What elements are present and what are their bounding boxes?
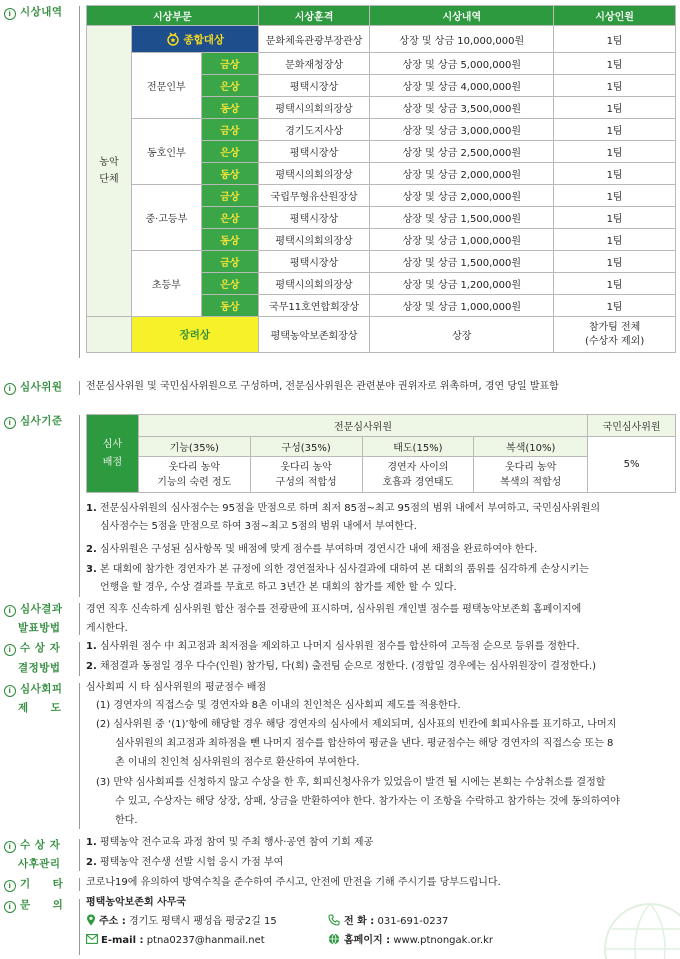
contact-org: 평택농악보존회 사무국: [86, 897, 187, 908]
recusal-intro: 심사회피 시 타 심사위원의 평균점수 배점: [86, 682, 267, 693]
criteria-desc: 경연자 사이의 호흡과 경연태도: [362, 457, 474, 493]
encourage-org: 평택농악보존회장상: [258, 317, 370, 353]
criteria-desc: 웃다리 농악 구성의 적합성: [250, 457, 362, 493]
org-cell: 평택시장상: [258, 251, 370, 273]
announce-text: 경연 직후 신속하게 심사위원 합산 점수를 전광판에 표시하며, 심사위원 개인별 점수를 평택농악보존회 홈페이지에: [86, 604, 582, 615]
recusal-item-cont: 촌 이내의 친인척 심사위원의 점수로 환산하여 부여한다.: [115, 757, 360, 768]
org-cell: 국무11호연합회장상: [258, 295, 370, 317]
rank-badge: 동상: [201, 295, 258, 317]
count-cell: 1팀: [554, 295, 676, 317]
org-cell: 평택시장상: [258, 207, 370, 229]
contact-email[interactable]: E-mail : ptna0237@hanmail.net: [86, 932, 265, 950]
count-cell: 1팀: [554, 229, 676, 251]
recusal-item-cont: 한다.: [115, 815, 138, 826]
org-cell: 평택시의회의장상: [258, 97, 370, 119]
org-cell: 평택시장상: [258, 75, 370, 97]
rank-badge: 은상: [201, 141, 258, 163]
judges-text: 전문심사위원 및 국민심사위원으로 구성하며, 전문심사위원은 관련분야 권위자로 위촉하며, 경연 당일 발표함: [86, 381, 559, 392]
medal-icon: [166, 32, 180, 46]
rank-badge: 은상: [201, 273, 258, 295]
recusal-item-cont: 심사위원의 최고점과 최하점을 뺀 나머지 점수를 합산하여 평균을 낸다. 평균점수는 해당 경연자의 직접스승 또는 8: [115, 738, 614, 749]
org-cell: 국립무형유산원장상: [258, 185, 370, 207]
org-cell: 평택시의회의장상: [258, 163, 370, 185]
criteria-head: 태도(15%): [362, 437, 474, 457]
criteria-note: 3. 본 대회에 참가한 경연자가 본 규정에 의한 경연절차나 심사결과에 대하여 본 대회의 품위를 심각하게 손상시키는: [86, 564, 589, 575]
group-label: 농악 단체: [87, 26, 132, 317]
recusal-item: (1) 경연자의 직접스승 및 경연자와 8촌 이내의 친인척은 심사회피 제도를 적용한다.: [96, 700, 461, 711]
rank-badge: 금상: [201, 53, 258, 75]
expert-header: 전문심사위원: [138, 415, 587, 437]
rank-badge: 동상: [201, 163, 258, 185]
mail-icon: [86, 934, 98, 944]
contact-address: 주소 : 경기도 평택시 팽성읍 평궁2길 15: [86, 913, 277, 931]
encourage-count: 참가팀 전체 (수상자 제외): [554, 317, 676, 353]
contact-website[interactable]: 홈페이지 : www.ptnongak.or.kr: [328, 932, 493, 950]
tie-rule: 2. 채점결과 동점일 경우 다수(인원) 참가팀, 다(회) 출전팀 순으로 정한다. (경합일 경우에는 심사위원장이 결정한다.): [86, 661, 597, 672]
divider: [79, 839, 80, 871]
grand-prize: 상장 및 상금 10,000,000원: [370, 26, 554, 53]
criteria-note-cont: 심사점수는 5점을 만점으로 하여 3점~최고 5점의 범위 내에서 부여한다.: [100, 521, 417, 532]
section-label-ties: i 수 상 자: [4, 640, 60, 656]
rank-badge: 금상: [201, 119, 258, 141]
divider: [79, 642, 80, 676]
prize-cell: 상장 및 상금 3,500,000원: [370, 97, 554, 119]
criteria-note: 2. 심사위원은 구성된 심사항목 및 배점에 맞게 점수를 부여하며 경연시간 내에 채점을 완료하여야 한다.: [86, 544, 538, 555]
public-header: 국민심사위원: [588, 415, 676, 437]
rank-badge: 금상: [201, 185, 258, 207]
criteria-desc: 웃다리 농악 복색의 적합성: [474, 457, 588, 493]
division-name: 초등부: [131, 251, 201, 317]
section-label-awards: i 시상내역: [4, 4, 63, 20]
prize-cell: 상장 및 상금 1,000,000원: [370, 295, 554, 317]
header-honor: 시상훈격: [258, 6, 370, 26]
divider: [79, 899, 80, 955]
prize-cell: 상장 및 상금 2,500,000원: [370, 141, 554, 163]
section-label-announce: i 심사결과: [4, 601, 63, 617]
criteria-head: 구성(35%): [250, 437, 362, 457]
criteria-head: 기능(35%): [138, 437, 250, 457]
encourage-prize: 상장: [370, 317, 554, 353]
prize-cell: 상장 및 상금 1,000,000원: [370, 229, 554, 251]
division-name: 전문인부: [131, 53, 201, 119]
header-category: 시상부문: [87, 6, 259, 26]
section-label-announce-2: 발표방법: [18, 622, 61, 634]
prize-cell: 상장 및 상금 1,500,000원: [370, 207, 554, 229]
criteria-note-cont: 언행을 할 경우, 수상 결과를 무효로 하고 3년간 본 대회의 참가를 제한 할 수 있다.: [100, 582, 457, 593]
prize-cell: 상장 및 상금 2,000,000원: [370, 185, 554, 207]
grand-org: 문화체육관광부장관상: [258, 26, 370, 53]
section-label-ties-2: 결정방법: [18, 662, 61, 674]
section-label-after-2: 사후관리: [18, 858, 61, 870]
section-label-etc: i 기 타: [4, 876, 63, 892]
org-cell: 평택시의회의장상: [258, 273, 370, 295]
criteria-desc: 웃다리 농악 기능의 숙련 정도: [138, 457, 250, 493]
count-cell: 1팀: [554, 75, 676, 97]
globe-icon: [328, 933, 340, 945]
recusal-item-cont: 수 있고, 수상자는 해당 상장, 상패, 상금을 반환하여야 한다. 참가자는 이 조항을 수락하고 참가하는 것에 동의하여야: [115, 796, 620, 807]
prize-cell: 상장 및 상금 2,000,000원: [370, 163, 554, 185]
encourage-label: 장려상: [131, 317, 258, 353]
award-table: [86, 5, 676, 353]
count-cell: 1팀: [554, 251, 676, 273]
rank-badge: 동상: [201, 97, 258, 119]
decorative-globe-graphic: [580, 879, 680, 959]
count-cell: 1팀: [554, 273, 676, 295]
prize-cell: 상장 및 상금 1,500,000원: [370, 251, 554, 273]
divider: [79, 6, 80, 358]
divider: [79, 683, 80, 829]
section-label-criteria: i 심사기준: [4, 413, 63, 429]
rank-badge: 금상: [201, 251, 258, 273]
divider: [79, 415, 80, 597]
phone-icon: [328, 914, 340, 926]
prize-cell: 상장 및 상금 3,000,000원: [370, 119, 554, 141]
criteria-head: 복색(10%): [474, 437, 588, 457]
count-cell: 1팀: [554, 141, 676, 163]
divider: [79, 603, 80, 635]
rank-badge: 은상: [201, 75, 258, 97]
grand-count: 1팀: [554, 26, 676, 53]
count-cell: 1팀: [554, 97, 676, 119]
division-name: 동호인부: [131, 119, 201, 185]
count-cell: 1팀: [554, 163, 676, 185]
criteria-table: [86, 414, 676, 493]
grand-prize-label: 종합대상: [131, 26, 258, 53]
tie-rule: 1. 심사위원 점수 中 최고점과 최저점을 제외하고 나머지 심사위원 점수를 합산하여 고득점 순으로 등위를 정한다.: [86, 641, 580, 652]
count-cell: 1팀: [554, 207, 676, 229]
after-item: 1. 평택농악 전수교육 과정 참여 및 주최 행사·공연 참여 기회 제공: [86, 837, 374, 848]
contact-phone: 전 화 : 031-691-0237: [328, 913, 448, 931]
etc-text: 코로나19에 유의하여 방역수칙을 준수하여 주시고, 안전에 만전을 기해 주시기를 당부드립니다.: [86, 877, 501, 888]
after-item: 2. 평택농악 전수생 선발 시험 응시 가점 부여: [86, 857, 284, 868]
section-label-recusal: i 심사회피: [4, 681, 63, 697]
header-count: 시상인원: [554, 6, 676, 26]
recusal-item: (2) 심사위원 중 ‘(1)’항에 해당할 경우 해당 경연자의 심사에서 제외되며, 심사표의 빈칸에 회피사유를 표기하고, 나머지: [96, 719, 617, 730]
prize-cell: 상장 및 상금 4,000,000원: [370, 75, 554, 97]
division-name: 중·고등부: [131, 185, 201, 251]
rank-badge: 은상: [201, 207, 258, 229]
org-cell: 경기도지사상: [258, 119, 370, 141]
criteria-row-label: 심사 배점: [87, 415, 139, 493]
announce-text-cont: 게시한다.: [86, 623, 128, 634]
recusal-item: (3) 만약 심사회피를 신청하지 않고 수상을 한 후, 회피신청사유가 있었음이 발견 될 시에는 본회는 수상취소를 결정할: [96, 777, 606, 788]
org-cell: 문화재청장상: [258, 53, 370, 75]
prize-cell: 상장 및 상금 5,000,000원: [370, 53, 554, 75]
header-prize: 시상내역: [370, 6, 554, 26]
section-label-judges: i 심사위원: [4, 379, 63, 395]
public-score: 5%: [588, 437, 676, 493]
section-label-after: i 수 상 자: [4, 837, 60, 853]
section-label-recusal-2: 제 도: [18, 702, 62, 714]
count-cell: 1팀: [554, 185, 676, 207]
count-cell: 1팀: [554, 119, 676, 141]
divider: [79, 381, 80, 395]
org-cell: 평택시의회의장상: [258, 229, 370, 251]
prize-cell: 상장 및 상금 1,200,000원: [370, 273, 554, 295]
rank-badge: 동상: [201, 229, 258, 251]
org-cell: 평택시장상: [258, 141, 370, 163]
divider: [79, 878, 80, 891]
criteria-note: 1. 전문심사위원의 심사점수는 95점을 만점으로 하며 최저 85점~최고 95점의 범위 내에서 부여하고, 국민심사위원의: [86, 503, 601, 514]
location-pin-icon: [86, 914, 96, 926]
count-cell: 1팀: [554, 53, 676, 75]
section-label-contact: i 문 의: [4, 897, 63, 913]
